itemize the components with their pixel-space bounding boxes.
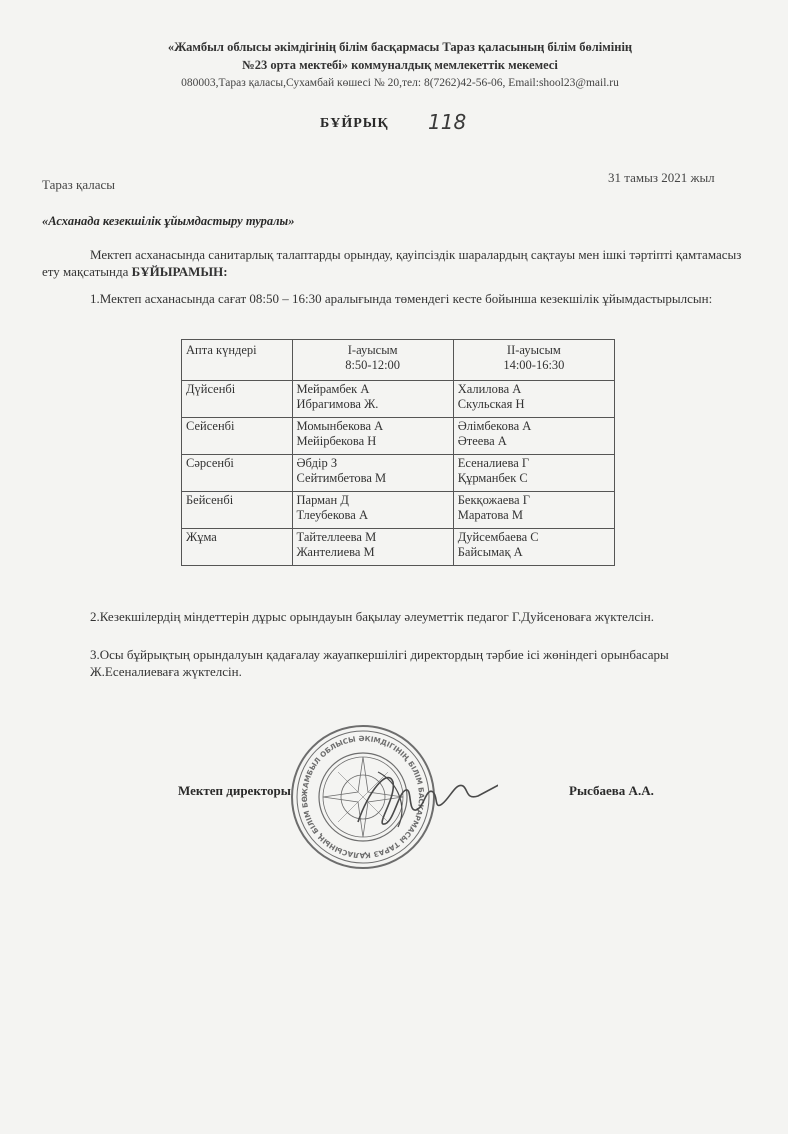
table-row xyxy=(182,381,615,418)
shift-2-cell: Халилова А Скульская Н xyxy=(453,381,614,418)
item-1: 1.Мектеп асханасында сағат 08:50 – 16:30 аралығында төмендегі кесте бойынша кезекшілік ұйымдастырылсын: xyxy=(90,291,713,306)
shift-2-cell: Есеналиева Г Құрманбек С xyxy=(453,455,614,492)
director-role: Мектеп директоры xyxy=(178,783,291,798)
day-cell: Жұма xyxy=(182,529,293,566)
shift-2-cell: Дуйсембаева С Байсымақ А xyxy=(453,529,614,566)
table-row xyxy=(182,418,615,455)
header-address: 080003,Тараз қаласы,Сухамбай көшесі № 20,тел: 8(7262)42-56-06, Email:shool23@mail.ru xyxy=(181,77,619,89)
shift-1-cell: Парман Д Тлеубекова А xyxy=(292,492,453,529)
handwritten-signature xyxy=(338,752,498,842)
header-line-1: «Жамбыл облысы әкімдігінің білім басқармасы Тараз қаласының білім бөлімінің xyxy=(167,40,633,54)
day-cell: Бейсенбі xyxy=(182,492,293,529)
shift-2-cell: Әлімбекова А Әтеева А xyxy=(453,418,614,455)
day-cell: Дүйсенбі xyxy=(182,381,293,418)
shift-1-cell: Момынбекова А Мейірбекова Н xyxy=(292,418,453,455)
shift-1-cell: Мейрамбек А Ибрагимова Ж. xyxy=(292,381,453,418)
place: Тараз қаласы xyxy=(42,177,116,192)
header-shift-1: І-ауысым 8:50-12:00 xyxy=(292,340,453,381)
official-seal xyxy=(288,722,438,877)
shift-1-cell: Тайтеллеева М Жантелиева М xyxy=(292,529,453,566)
intro-bold: БҰЙЫРАМЫН: xyxy=(131,264,228,279)
header-line-2: №23 орта мектебі» коммуналдық мемлекеттік мекемесі xyxy=(242,58,558,72)
table-header-row xyxy=(182,340,615,381)
seal-ring-text: ЖАМБЫЛ ОБЛЫСЫ ӘКІМДІГІНІҢ БІЛІМ БАСҚАРМАСЫ ТАРАЗ ҚАЛАСЫНЫҢ БІЛІМ БӨ xyxy=(299,733,427,861)
director-name: Рысбаева А.А. xyxy=(569,783,654,798)
header-shift-2: ІІ-ауысым 14:00-16:30 xyxy=(453,340,614,381)
header-days: Апта күндері xyxy=(182,340,293,381)
order-number: 118 xyxy=(428,110,467,134)
shift-1-cell: Әбдір З Сейтимбетова М xyxy=(292,455,453,492)
item-2: 2.Кезекшілердің міндеттерін дұрыс орындауын бақылау әлеуметтік педагог Г.Дуйсеноваға жүктелсін. xyxy=(90,609,654,624)
order-subject: «Асханада кезекшілік ұйымдастыру туралы» xyxy=(42,214,295,228)
intro-paragraph xyxy=(42,246,754,280)
table-row xyxy=(182,529,615,566)
shift-2-cell: Бекқожаева Г Маратова М xyxy=(453,492,614,529)
intro-text: Мектеп асханасында санитарлық талаптарды орындау, қауіпсіздік шаралардың сақтауы мен ішкі тәртіпті қамтамасыз ету мақсатында xyxy=(42,247,742,279)
table-row xyxy=(182,492,615,529)
duty-table xyxy=(181,339,615,566)
table-row xyxy=(182,455,615,492)
order-title: БҰЙРЫҚ xyxy=(320,116,389,131)
item-3: 3.Осы бұйрықтың орындалуын қадағалау жауапкершілігі директордың тәрбие ісі жөніндегі орынбасары Ж.Есеналиеваға жүктелсін. xyxy=(90,647,669,679)
day-cell: Сейсенбі xyxy=(182,418,293,455)
order-date: 31 тамыз 2021 жыл xyxy=(608,170,715,185)
day-cell: Сәрсенбі xyxy=(182,455,293,492)
